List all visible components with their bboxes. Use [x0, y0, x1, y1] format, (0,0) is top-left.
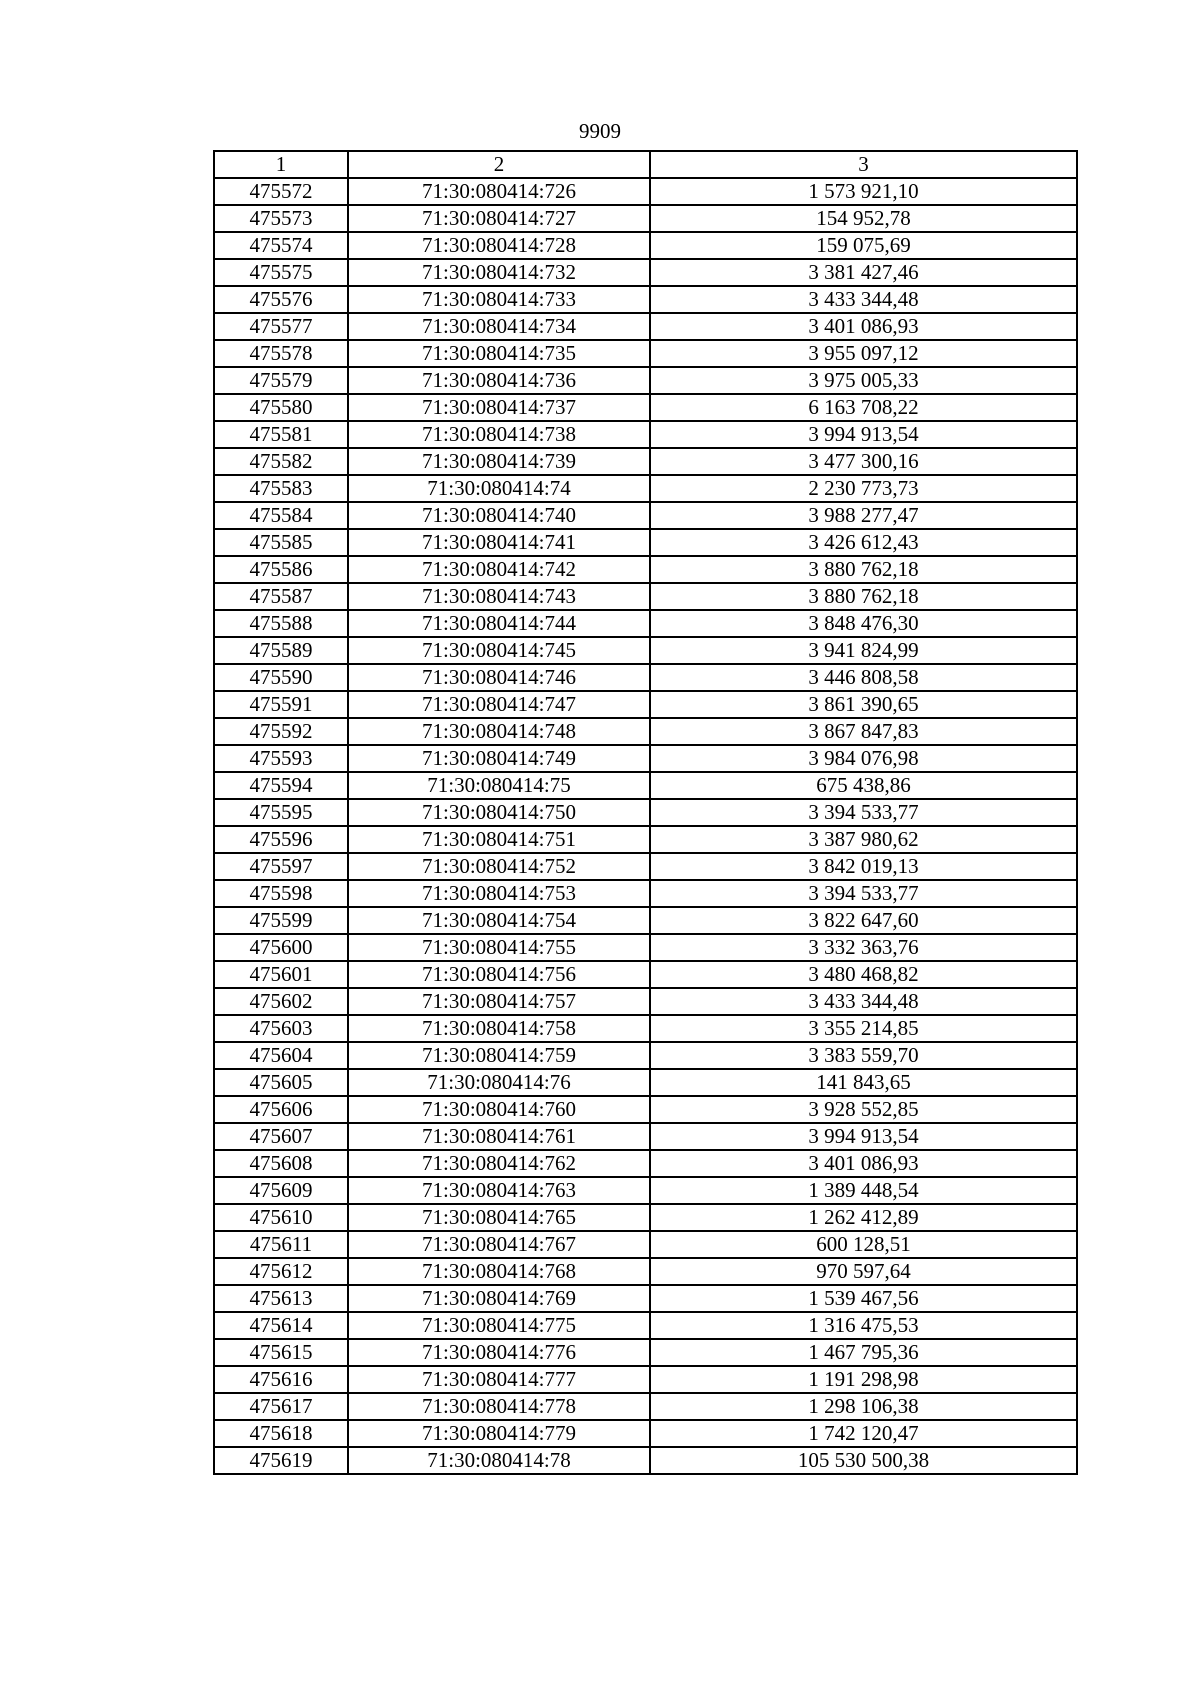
- value-cell: 1 191 298,98: [650, 1366, 1077, 1393]
- value-cell: 3 861 390,65: [650, 691, 1077, 718]
- row-number-cell: 475581: [214, 421, 348, 448]
- cadastral-number-cell: 71:30:080414:758: [348, 1015, 650, 1042]
- table-row: [214, 232, 1077, 259]
- cadastral-number-cell: 71:30:080414:755: [348, 934, 650, 961]
- table-row: [214, 610, 1077, 637]
- row-number-cell: 475579: [214, 367, 348, 394]
- row-number-cell: 475598: [214, 880, 348, 907]
- cadastral-number-cell: 71:30:080414:745: [348, 637, 650, 664]
- table-row: [214, 880, 1077, 907]
- cadastral-number-cell: 71:30:080414:742: [348, 556, 650, 583]
- value-cell: 1 742 120,47: [650, 1420, 1077, 1447]
- value-cell: 3 394 533,77: [650, 799, 1077, 826]
- value-cell: 1 262 412,89: [650, 1204, 1077, 1231]
- cadastral-number-cell: 71:30:080414:744: [348, 610, 650, 637]
- value-cell: 159 075,69: [650, 232, 1077, 259]
- value-cell: 1 316 475,53: [650, 1312, 1077, 1339]
- value-cell: 3 426 612,43: [650, 529, 1077, 556]
- value-cell: 3 867 847,83: [650, 718, 1077, 745]
- cadastral-number-cell: 71:30:080414:769: [348, 1285, 650, 1312]
- value-cell: 3 955 097,12: [650, 340, 1077, 367]
- row-number-cell: 475604: [214, 1042, 348, 1069]
- table-row: [214, 1366, 1077, 1393]
- value-cell: 141 843,65: [650, 1069, 1077, 1096]
- cadastral-number-cell: 71:30:080414:756: [348, 961, 650, 988]
- cadastral-number-cell: 71:30:080414:741: [348, 529, 650, 556]
- row-number-cell: 475577: [214, 313, 348, 340]
- table-row: [214, 394, 1077, 421]
- column-header-2: 2: [348, 151, 650, 178]
- table-row: [214, 421, 1077, 448]
- cadastral-number-cell: 71:30:080414:750: [348, 799, 650, 826]
- cadastral-number-cell: 71:30:080414:768: [348, 1258, 650, 1285]
- table-row: [214, 745, 1077, 772]
- table-row: [214, 448, 1077, 475]
- row-number-cell: 475597: [214, 853, 348, 880]
- value-cell: 6 163 708,22: [650, 394, 1077, 421]
- value-cell: 3 446 808,58: [650, 664, 1077, 691]
- table-row: [214, 1420, 1077, 1447]
- cadastral-number-cell: 71:30:080414:746: [348, 664, 650, 691]
- row-number-cell: 475592: [214, 718, 348, 745]
- row-number-cell: 475601: [214, 961, 348, 988]
- row-number-cell: 475586: [214, 556, 348, 583]
- value-cell: 3 975 005,33: [650, 367, 1077, 394]
- value-cell: 3 848 476,30: [650, 610, 1077, 637]
- row-number-cell: 475612: [214, 1258, 348, 1285]
- row-number-cell: 475576: [214, 286, 348, 313]
- row-number-cell: 475588: [214, 610, 348, 637]
- row-number-cell: 475582: [214, 448, 348, 475]
- value-cell: 105 530 500,38: [650, 1447, 1077, 1474]
- cadastral-number-cell: 71:30:080414:763: [348, 1177, 650, 1204]
- value-cell: 3 477 300,16: [650, 448, 1077, 475]
- value-cell: 3 355 214,85: [650, 1015, 1077, 1042]
- value-cell: 3 880 762,18: [650, 556, 1077, 583]
- value-cell: 1 389 448,54: [650, 1177, 1077, 1204]
- table-row: [214, 1393, 1077, 1420]
- value-cell: 3 433 344,48: [650, 988, 1077, 1015]
- cadastral-number-cell: 71:30:080414:775: [348, 1312, 650, 1339]
- row-number-cell: 475617: [214, 1393, 348, 1420]
- row-number-cell: 475607: [214, 1123, 348, 1150]
- table-row: [214, 799, 1077, 826]
- cadastral-number-cell: 71:30:080414:76: [348, 1069, 650, 1096]
- table-row: [214, 340, 1077, 367]
- row-number-cell: 475589: [214, 637, 348, 664]
- row-number-cell: 475587: [214, 583, 348, 610]
- table-row: [214, 1177, 1077, 1204]
- table-row: [214, 772, 1077, 799]
- table-row: [214, 1150, 1077, 1177]
- cadastral-number-cell: 71:30:080414:728: [348, 232, 650, 259]
- table-row: [214, 178, 1077, 205]
- table-row: [214, 664, 1077, 691]
- value-cell: 3 433 344,48: [650, 286, 1077, 313]
- cadastral-number-cell: 71:30:080414:747: [348, 691, 650, 718]
- value-cell: 1 298 106,38: [650, 1393, 1077, 1420]
- table-row: [214, 475, 1077, 502]
- value-cell: 3 394 533,77: [650, 880, 1077, 907]
- table-row: [214, 988, 1077, 1015]
- cadastral-number-cell: 71:30:080414:733: [348, 286, 650, 313]
- cadastral-number-cell: 71:30:080414:762: [348, 1150, 650, 1177]
- cadastral-number-cell: 71:30:080414:739: [348, 448, 650, 475]
- cadastral-number-cell: 71:30:080414:74: [348, 475, 650, 502]
- row-number-cell: 475605: [214, 1069, 348, 1096]
- cadastral-number-cell: 71:30:080414:776: [348, 1339, 650, 1366]
- value-cell: 3 383 559,70: [650, 1042, 1077, 1069]
- value-cell: 970 597,64: [650, 1258, 1077, 1285]
- table-row: [214, 529, 1077, 556]
- value-cell: 3 401 086,93: [650, 313, 1077, 340]
- row-number-cell: 475600: [214, 934, 348, 961]
- table-row: [214, 691, 1077, 718]
- table-row: [214, 313, 1077, 340]
- row-number-cell: 475603: [214, 1015, 348, 1042]
- table-row: [214, 826, 1077, 853]
- table-row: [214, 961, 1077, 988]
- table-row: [214, 1015, 1077, 1042]
- row-number-cell: 475580: [214, 394, 348, 421]
- value-cell: 3 988 277,47: [650, 502, 1077, 529]
- table-row: [214, 1447, 1077, 1474]
- value-cell: 3 332 363,76: [650, 934, 1077, 961]
- value-cell: 3 842 019,13: [650, 853, 1077, 880]
- row-number-cell: 475594: [214, 772, 348, 799]
- row-number-cell: 475583: [214, 475, 348, 502]
- table-row: [214, 853, 1077, 880]
- row-number-cell: 475578: [214, 340, 348, 367]
- row-number-cell: 475574: [214, 232, 348, 259]
- row-number-cell: 475585: [214, 529, 348, 556]
- cadastral-number-cell: 71:30:080414:765: [348, 1204, 650, 1231]
- data-table: [213, 150, 1078, 1475]
- table-row: [214, 205, 1077, 232]
- cadastral-number-cell: 71:30:080414:737: [348, 394, 650, 421]
- value-cell: 154 952,78: [650, 205, 1077, 232]
- row-number-cell: 475614: [214, 1312, 348, 1339]
- cadastral-number-cell: 71:30:080414:75: [348, 772, 650, 799]
- cadastral-number-cell: 71:30:080414:732: [348, 259, 650, 286]
- value-cell: 3 941 824,99: [650, 637, 1077, 664]
- row-number-cell: 475591: [214, 691, 348, 718]
- row-number-cell: 475572: [214, 178, 348, 205]
- row-number-cell: 475609: [214, 1177, 348, 1204]
- cadastral-number-cell: 71:30:080414:761: [348, 1123, 650, 1150]
- column-header-1: 1: [214, 151, 348, 178]
- table-row: [214, 907, 1077, 934]
- cadastral-number-cell: 71:30:080414:78: [348, 1447, 650, 1474]
- cadastral-number-cell: 71:30:080414:748: [348, 718, 650, 745]
- cadastral-number-cell: 71:30:080414:779: [348, 1420, 650, 1447]
- row-number-cell: 475590: [214, 664, 348, 691]
- cadastral-number-cell: 71:30:080414:751: [348, 826, 650, 853]
- table-row: [214, 367, 1077, 394]
- cadastral-number-cell: 71:30:080414:754: [348, 907, 650, 934]
- cadastral-number-cell: 71:30:080414:727: [348, 205, 650, 232]
- value-cell: 3 994 913,54: [650, 1123, 1077, 1150]
- table-row: [214, 259, 1077, 286]
- value-cell: 1 539 467,56: [650, 1285, 1077, 1312]
- row-number-cell: 475611: [214, 1231, 348, 1258]
- row-number-cell: 475610: [214, 1204, 348, 1231]
- cadastral-number-cell: 71:30:080414:734: [348, 313, 650, 340]
- table-row: [214, 934, 1077, 961]
- value-cell: 3 984 076,98: [650, 745, 1077, 772]
- cadastral-number-cell: 71:30:080414:759: [348, 1042, 650, 1069]
- cadastral-number-cell: 71:30:080414:777: [348, 1366, 650, 1393]
- header-row: [214, 151, 1077, 178]
- value-cell: 3 480 468,82: [650, 961, 1077, 988]
- page-number: 9909: [579, 119, 621, 143]
- cadastral-number-cell: 71:30:080414:760: [348, 1096, 650, 1123]
- table-row: [214, 556, 1077, 583]
- value-cell: 3 928 552,85: [650, 1096, 1077, 1123]
- cadastral-number-cell: 71:30:080414:749: [348, 745, 650, 772]
- table-row: [214, 637, 1077, 664]
- table-header: [214, 151, 1077, 178]
- value-cell: 3 387 980,62: [650, 826, 1077, 853]
- value-cell: 3 880 762,18: [650, 583, 1077, 610]
- row-number-cell: 475618: [214, 1420, 348, 1447]
- table-row: [214, 1339, 1077, 1366]
- value-cell: 3 822 647,60: [650, 907, 1077, 934]
- table-body: [214, 178, 1077, 1474]
- table-row: [214, 286, 1077, 313]
- cadastral-number-cell: 71:30:080414:738: [348, 421, 650, 448]
- cadastral-number-cell: 71:30:080414:778: [348, 1393, 650, 1420]
- value-cell: 1 573 921,10: [650, 178, 1077, 205]
- row-number-cell: 475608: [214, 1150, 348, 1177]
- value-cell: 1 467 795,36: [650, 1339, 1077, 1366]
- value-cell: 600 128,51: [650, 1231, 1077, 1258]
- row-number-cell: 475575: [214, 259, 348, 286]
- row-number-cell: 475606: [214, 1096, 348, 1123]
- cadastral-number-cell: 71:30:080414:767: [348, 1231, 650, 1258]
- row-number-cell: 475593: [214, 745, 348, 772]
- value-cell: 3 381 427,46: [650, 259, 1077, 286]
- table-row: [214, 502, 1077, 529]
- row-number-cell: 475599: [214, 907, 348, 934]
- row-number-cell: 475613: [214, 1285, 348, 1312]
- value-cell: 675 438,86: [650, 772, 1077, 799]
- value-cell: 3 994 913,54: [650, 421, 1077, 448]
- cadastral-number-cell: 71:30:080414:743: [348, 583, 650, 610]
- table-row: [214, 1231, 1077, 1258]
- cadastral-number-cell: 71:30:080414:736: [348, 367, 650, 394]
- table-row: [214, 718, 1077, 745]
- table-row: [214, 1258, 1077, 1285]
- cadastral-number-cell: 71:30:080414:726: [348, 178, 650, 205]
- cadastral-number-cell: 71:30:080414:740: [348, 502, 650, 529]
- row-number-cell: 475602: [214, 988, 348, 1015]
- cadastral-number-cell: 71:30:080414:752: [348, 853, 650, 880]
- table-row: [214, 1123, 1077, 1150]
- table-row: [214, 1312, 1077, 1339]
- row-number-cell: 475573: [214, 205, 348, 232]
- value-cell: 3 401 086,93: [650, 1150, 1077, 1177]
- cadastral-number-cell: 71:30:080414:753: [348, 880, 650, 907]
- row-number-cell: 475616: [214, 1366, 348, 1393]
- row-number-cell: 475619: [214, 1447, 348, 1474]
- table-row: [214, 1042, 1077, 1069]
- table-row: [214, 1285, 1077, 1312]
- table-row: [214, 1096, 1077, 1123]
- column-header-3: 3: [650, 151, 1077, 178]
- cadastral-number-cell: 71:30:080414:735: [348, 340, 650, 367]
- table-row: [214, 1204, 1077, 1231]
- row-number-cell: 475584: [214, 502, 348, 529]
- table-row: [214, 583, 1077, 610]
- value-cell: 2 230 773,73: [650, 475, 1077, 502]
- row-number-cell: 475596: [214, 826, 348, 853]
- row-number-cell: 475595: [214, 799, 348, 826]
- cadastral-number-cell: 71:30:080414:757: [348, 988, 650, 1015]
- table-row: [214, 1069, 1077, 1096]
- row-number-cell: 475615: [214, 1339, 348, 1366]
